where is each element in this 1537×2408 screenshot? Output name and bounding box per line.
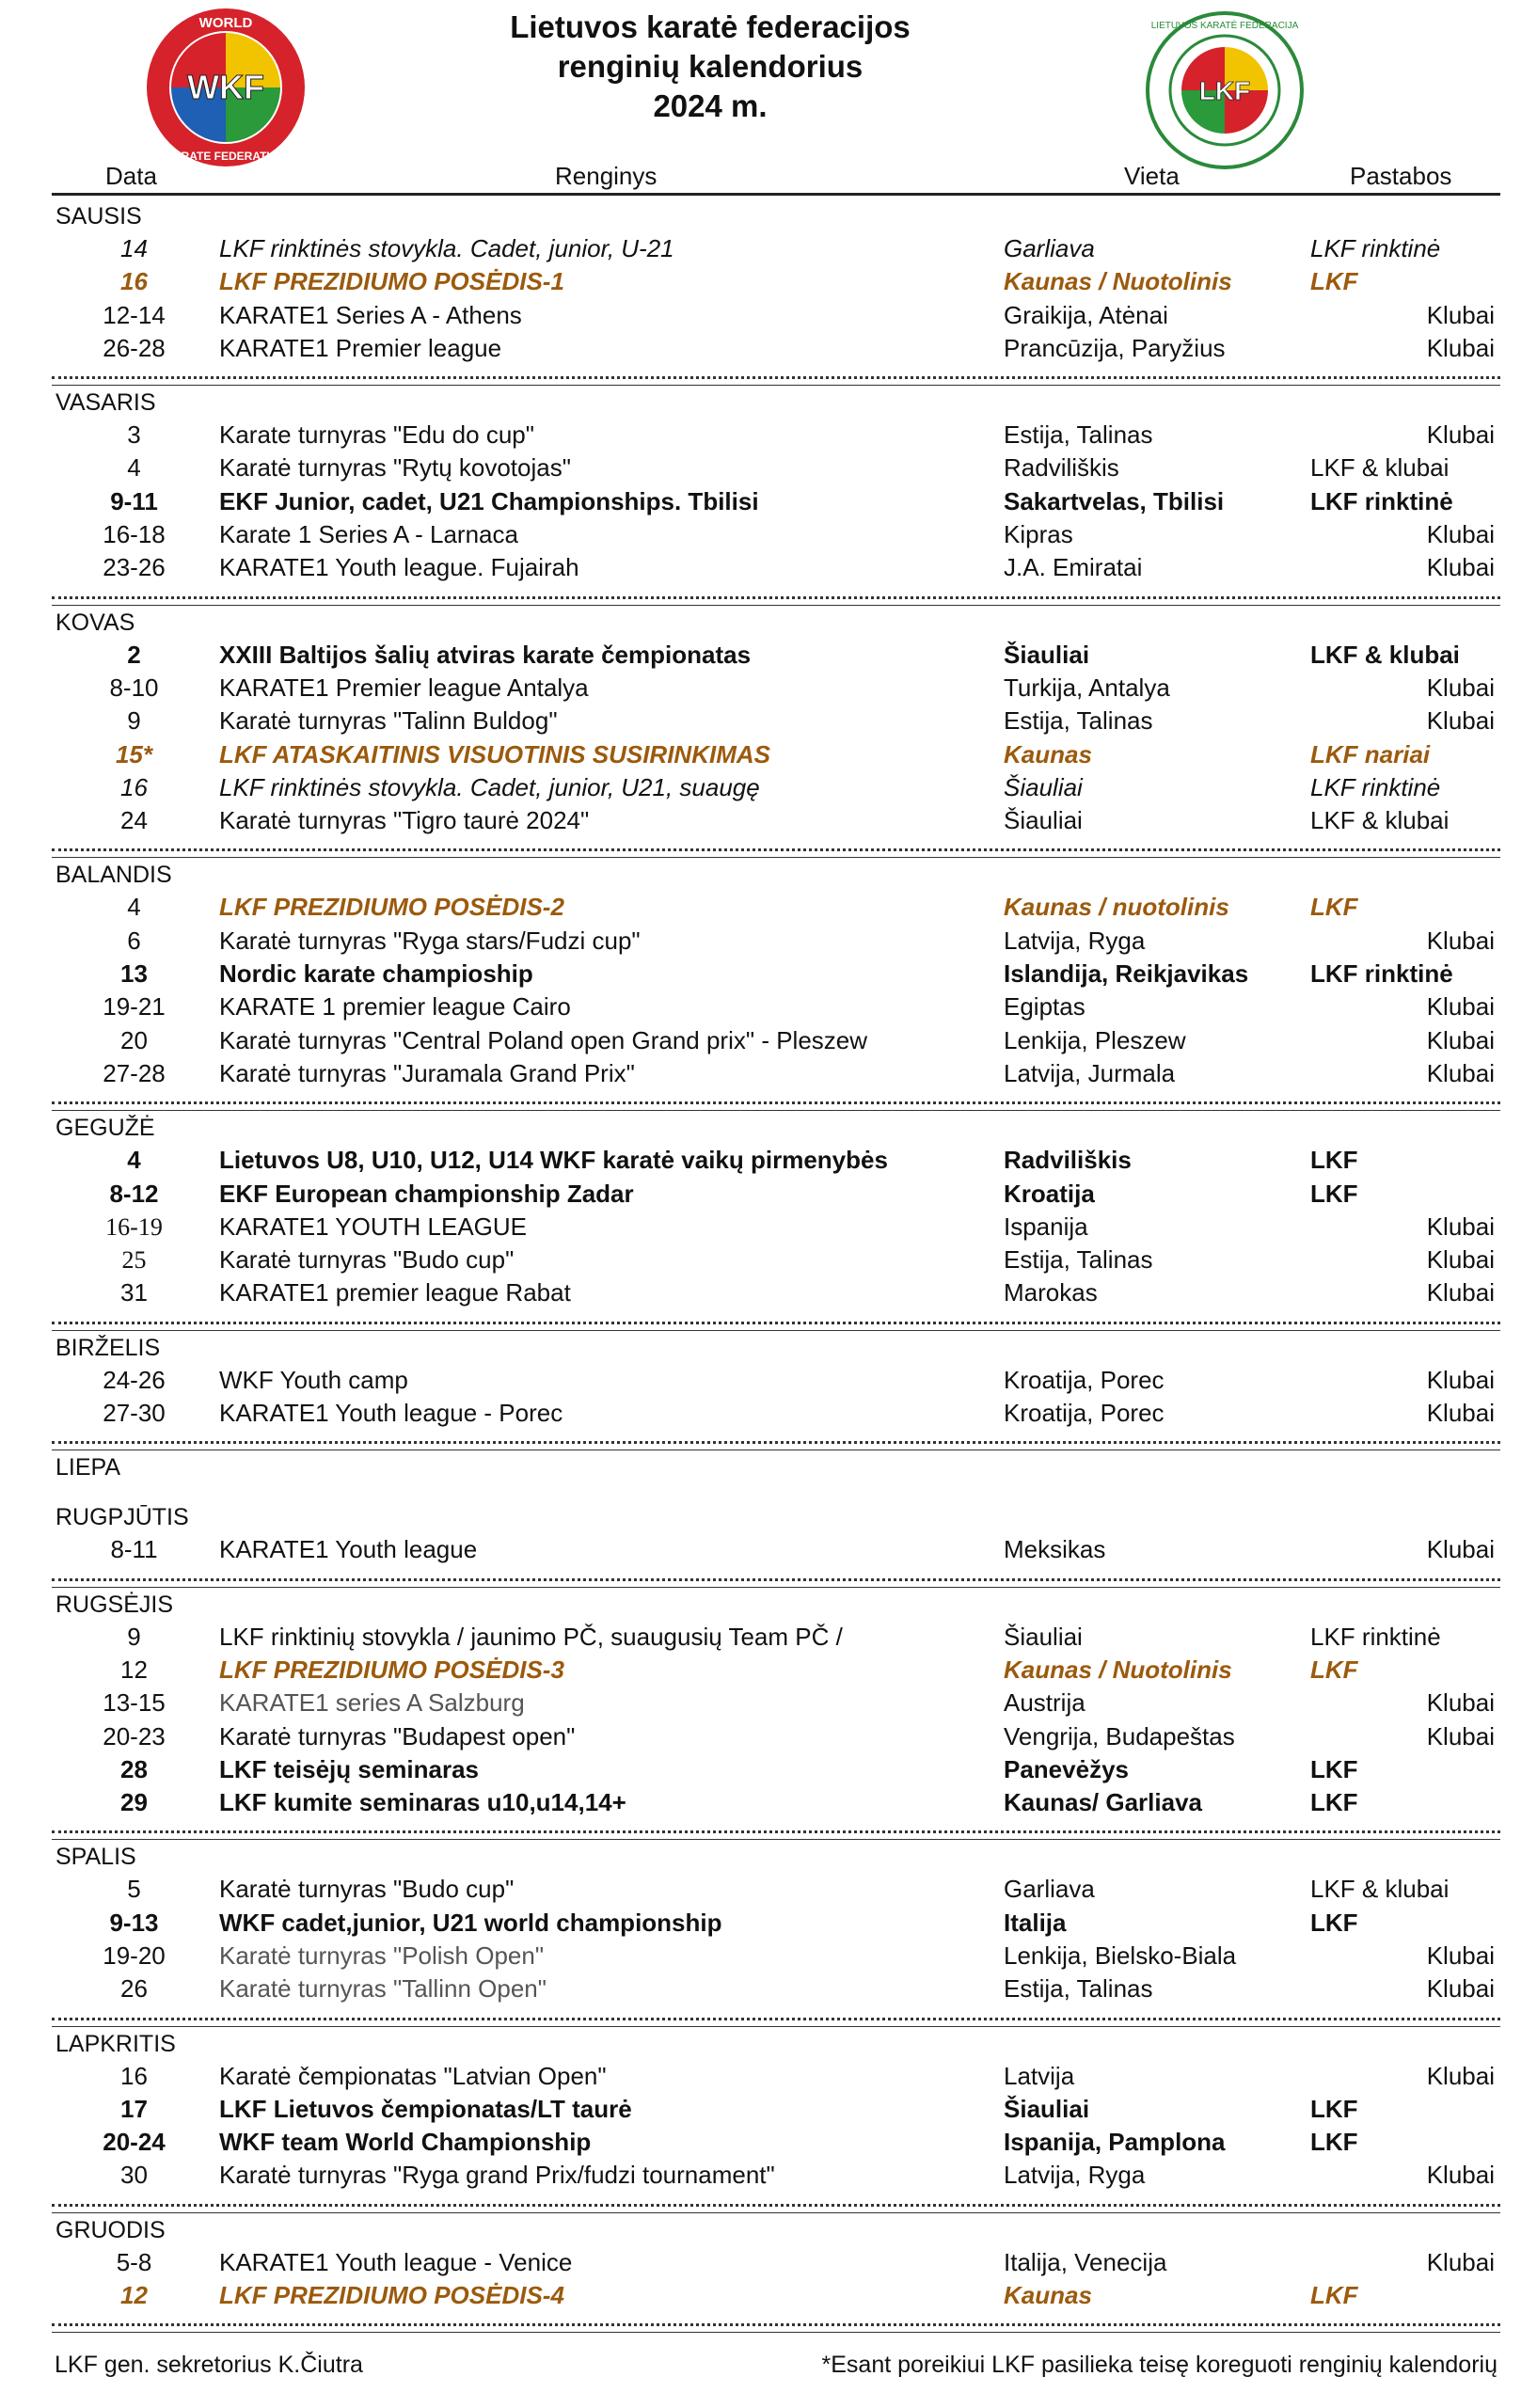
month-name: RUGPJŪTIS <box>55 1504 189 1531</box>
column-header-date: Data <box>105 162 157 190</box>
event-row <box>52 332 1500 365</box>
event-row <box>52 1024 1500 1057</box>
event-place: Vengrija, Budapeštas <box>1004 1721 1235 1751</box>
event-date: 2 <box>127 640 141 669</box>
event-name: LKF PREZIDIUMO POSĖDIS-3 <box>219 1655 564 1684</box>
event-name: LKF PREZIDIUMO POSĖDIS-2 <box>219 893 564 922</box>
event-place: Turkija, Antalya <box>1004 673 1170 702</box>
event-row <box>52 1940 1500 1972</box>
event-date: 12 <box>120 2281 148 2310</box>
event-row <box>52 1244 1500 1276</box>
event-date: 12-14 <box>103 300 166 329</box>
svg-text:LKF: LKF <box>1198 76 1251 105</box>
column-header-note: Pastabos <box>1350 162 1452 190</box>
month-name: SAUSIS <box>55 203 142 230</box>
event-place: Garliava <box>1004 234 1095 262</box>
event-note: Klubai <box>1426 992 1495 1022</box>
event-date: 24 <box>120 806 148 835</box>
month-name: SPALIS <box>55 1844 136 1871</box>
event-note: Klubai <box>1426 1535 1495 1564</box>
svg-text:LIETUVOS KARATĖ FEDERACIJA: LIETUVOS KARATĖ FEDERACIJA <box>1150 21 1299 31</box>
event-row <box>52 1654 1500 1687</box>
month-section <box>52 1113 1500 1330</box>
event-note: Klubai <box>1426 1212 1495 1241</box>
wkf-logo <box>141 5 310 169</box>
event-name: KARATE1 Youth league. Fujairah <box>219 553 579 582</box>
footer-note: *Esant poreikiui LKF pasilieka teisę koreguoti renginių kalendorių <box>821 2352 1497 2378</box>
event-name: LKF teisėjų seminaras <box>219 1754 479 1783</box>
event-place: Graikija, Atėnai <box>1004 300 1168 329</box>
title-line-1: Lietuvos karatė federacijos <box>510 9 911 44</box>
event-name: LKF ATASKAITINIS VISUOTINIS SUSIRINKIMAS <box>219 739 770 768</box>
event-note: Klubai <box>1426 1058 1495 1087</box>
event-name: WKF cadet,junior, U21 world championship <box>219 1908 722 1937</box>
event-place: Šiauliai <box>1004 2094 1090 2123</box>
event-row <box>52 265 1500 298</box>
event-row <box>52 1753 1500 1786</box>
event-date: 17 <box>120 2094 148 2123</box>
event-place: Ispanija, Pamplona <box>1004 2128 1226 2157</box>
month-section <box>52 2215 1500 2334</box>
event-row <box>52 299 1500 332</box>
event-place: Estija, Talinas <box>1004 1245 1153 1275</box>
event-place: Radviliškis <box>1004 1146 1132 1175</box>
month-separator <box>52 376 1500 386</box>
event-row <box>52 452 1500 484</box>
month-separator <box>52 2323 1500 2333</box>
event-row <box>52 1687 1500 1719</box>
event-row <box>52 2126 1500 2159</box>
event-note: LKF <box>1310 2128 1358 2157</box>
event-date: 14 <box>120 234 148 262</box>
month-separator <box>52 1495 1500 1500</box>
event-place: Kipras <box>1004 520 1073 549</box>
event-date: 16-19 <box>105 1212 163 1241</box>
event-date: 20 <box>120 1025 148 1054</box>
lkf-logo <box>1138 8 1312 172</box>
event-name: KARATE 1 premier league Cairo <box>219 992 571 1022</box>
event-name: Karatė turnyras "Central Poland open Grand prix" - Pleszew <box>219 1025 868 1054</box>
event-date: 9-11 <box>110 486 158 515</box>
event-date: 16 <box>120 2061 148 2090</box>
event-note: LKF <box>1310 1146 1358 1175</box>
event-date: 4 <box>127 453 141 483</box>
event-date: 24-26 <box>103 1365 166 1394</box>
event-date: 20-24 <box>103 2128 166 2157</box>
event-name: LKF Lietuvos čempionatas/LT taurė <box>219 2094 632 2123</box>
event-note: LKF & klubai <box>1310 640 1460 669</box>
event-name: XXIII Baltijos šalių atviras karate čempionatas <box>219 640 752 669</box>
event-place: Islandija, Reikjavikas <box>1004 959 1249 989</box>
event-place: Austrija <box>1004 1688 1085 1718</box>
event-row <box>52 804 1500 837</box>
event-row <box>52 672 1500 705</box>
event-name: Karatė turnyras "Budapest open" <box>219 1721 576 1751</box>
month-name: KOVAS <box>55 609 135 636</box>
event-name: LKF kumite seminaras u10,u14,14+ <box>219 1788 626 1817</box>
event-place: Sakartvelas, Tbilisi <box>1004 486 1225 515</box>
event-date: 9-13 <box>109 1908 159 1937</box>
month-section <box>52 608 1500 859</box>
event-note: Klubai <box>1426 1025 1495 1054</box>
event-row <box>52 1621 1500 1654</box>
event-date: 15* <box>115 739 153 768</box>
event-date: 9 <box>127 706 141 736</box>
event-name: KARATE1 YOUTH LEAGUE <box>219 1212 528 1241</box>
event-name: LKF rinktinės stovykla. Cadet, junior, U21, suaugę <box>219 772 760 801</box>
event-note: Klubai <box>1426 1278 1495 1307</box>
event-place: Šiauliai <box>1004 1622 1083 1651</box>
event-name: EKF Junior, cadet, U21 Championships. Tbilisi <box>219 486 759 515</box>
event-date: 27-30 <box>103 1399 166 1428</box>
event-row <box>52 2246 1500 2279</box>
event-row <box>52 2279 1500 2312</box>
event-date: 28 <box>120 1754 148 1783</box>
event-date: 6 <box>127 926 141 955</box>
event-note: LKF <box>1310 1655 1358 1684</box>
month-section <box>52 1502 1500 1587</box>
event-date: 16-18 <box>103 520 166 549</box>
event-date: 26 <box>120 1974 148 2004</box>
event-note: LKF rinktinė <box>1310 1622 1441 1651</box>
month-section <box>52 2029 1500 2213</box>
event-note: Klubai <box>1426 1245 1495 1275</box>
event-name: Karate turnyras "Edu do cup" <box>219 420 534 450</box>
month-section <box>52 1333 1500 1451</box>
event-note: LKF & klubai <box>1310 453 1450 483</box>
month-separator <box>52 848 1500 858</box>
event-name: KARATE1 Youth league <box>219 1535 478 1564</box>
event-place: Ispanija <box>1004 1212 1088 1241</box>
event-place: Estija, Talinas <box>1004 706 1153 736</box>
month-name: VASARIS <box>55 389 156 417</box>
event-name: LKF PREZIDIUMO POSĖDIS-1 <box>219 267 564 296</box>
event-row <box>52 518 1500 551</box>
event-date: 8-10 <box>109 673 159 702</box>
month-section <box>52 1842 1500 2026</box>
event-note: LKF <box>1310 1788 1358 1817</box>
event-row <box>52 1144 1500 1177</box>
event-place: Latvija <box>1004 2061 1075 2090</box>
event-row <box>52 771 1500 804</box>
month-name: BIRŽELIS <box>55 1334 161 1361</box>
event-name: Karatė turnyras "Ryga stars/Fudzi cup" <box>219 926 641 955</box>
event-date: 16 <box>120 772 148 801</box>
event-place: Kaunas / Nuotolinis <box>1004 267 1232 296</box>
event-note: Klubai <box>1426 926 1495 955</box>
event-name: Karatė turnyras "Budo cup" <box>219 1245 515 1275</box>
event-row <box>52 2159 1500 2192</box>
event-note: Klubai <box>1426 1974 1495 2004</box>
event-date: 9 <box>127 1622 141 1651</box>
month-name: LAPKRITIS <box>55 2030 176 2057</box>
month-separator <box>52 1441 1500 1450</box>
event-note: Klubai <box>1426 1365 1495 1394</box>
event-name: Lietuvos U8, U10, U12, U14 WKF karatė vaikų pirmenybės <box>219 1146 888 1175</box>
event-date: 8-11 <box>110 1535 158 1564</box>
event-name: Karatė turnyras "Tallinn Open" <box>219 1974 547 2004</box>
event-name: LKF rinktinės stovykla. Cadet, junior, U-21 <box>219 234 674 262</box>
event-place: Latvija, Ryga <box>1004 926 1146 955</box>
event-date: 3 <box>127 420 141 450</box>
event-name: KARATE1 Series A - Athens <box>219 300 522 329</box>
month-name: GRUODIS <box>55 2216 166 2243</box>
event-date: 19-20 <box>103 1941 166 1970</box>
event-date: 25 <box>121 1246 147 1275</box>
event-name: Karatė turnyras "Juramala Grand Prix" <box>219 1058 635 1087</box>
event-name: EKF European championship Zadar <box>219 1179 634 1208</box>
svg-text:WKF: WKF <box>187 68 264 106</box>
event-date: 19-21 <box>103 992 166 1022</box>
event-note: Klubai <box>1426 2061 1495 2090</box>
event-note: LKF <box>1310 2094 1358 2123</box>
event-note: Klubai <box>1426 300 1495 329</box>
header-rule <box>52 193 1500 196</box>
event-row <box>52 1907 1500 1940</box>
event-row <box>52 1364 1500 1397</box>
svg-text:KARATE FEDERATION: KARATE FEDERATION <box>165 150 287 163</box>
event-note: Klubai <box>1426 706 1495 736</box>
event-place: Kaunas / Nuotolinis <box>1004 1655 1232 1684</box>
event-row <box>52 1397 1500 1430</box>
event-place: Estija, Talinas <box>1004 420 1153 450</box>
month-separator <box>52 2204 1500 2213</box>
event-place: Garliava <box>1004 1875 1095 1904</box>
event-place: Lenkija, Bielsko-Biala <box>1004 1941 1237 1970</box>
event-note: Klubai <box>1426 1399 1495 1428</box>
event-place: Šiauliai <box>1004 640 1090 669</box>
event-note: LKF <box>1310 1908 1358 1937</box>
event-place: Lenkija, Pleszew <box>1004 1025 1186 1054</box>
month-section <box>52 1452 1500 1500</box>
event-place: Kaunas / nuotolinis <box>1004 893 1229 922</box>
event-name: Karate 1 Series A - Larnaca <box>219 520 518 549</box>
event-date: 27-28 <box>103 1058 166 1087</box>
event-note: Klubai <box>1426 553 1495 582</box>
event-name: Karatė turnyras "Tigro taurė 2024" <box>219 806 590 835</box>
title-line-3: 2024 m. <box>653 88 768 123</box>
event-date: 23-26 <box>103 553 166 582</box>
month-separator <box>52 1101 1500 1111</box>
event-row <box>52 958 1500 990</box>
event-place: Latvija, Ryga <box>1004 2161 1146 2190</box>
month-name: GEGUŽĖ <box>55 1115 155 1142</box>
event-date: 8-12 <box>109 1179 159 1208</box>
event-note: Klubai <box>1426 520 1495 549</box>
event-note: Klubai <box>1426 2247 1495 2276</box>
event-note: LKF <box>1310 267 1358 296</box>
event-place: Šiauliai <box>1004 806 1083 835</box>
event-note: LKF rinktinė <box>1310 772 1441 801</box>
event-place: J.A. Emiratai <box>1004 553 1143 582</box>
event-row <box>52 419 1500 452</box>
event-place: Marokas <box>1004 1278 1098 1307</box>
event-place: Estija, Talinas <box>1004 1974 1153 2004</box>
event-row <box>52 1211 1500 1244</box>
event-name: WKF team World Championship <box>219 2128 592 2157</box>
event-row <box>52 485 1500 518</box>
event-place: Kroatija, Porec <box>1004 1365 1165 1394</box>
event-place: Radviliškis <box>1004 453 1119 483</box>
event-name: KARATE1 Youth league - Venice <box>219 2247 573 2276</box>
event-note: LKF rinktinė <box>1310 959 1453 989</box>
event-name: Karatė turnyras "Ryga grand Prix/fudzi tournament" <box>219 2161 775 2190</box>
event-name: LKF rinktinių stovykla / jaunimo PČ, suaugusių Team PČ / <box>219 1622 843 1651</box>
event-date: 13 <box>120 959 148 989</box>
month-name: BALANDIS <box>55 862 172 889</box>
event-row <box>52 1720 1500 1753</box>
event-row <box>52 1972 1500 2005</box>
event-date: 26-28 <box>103 333 166 362</box>
event-note: LKF & klubai <box>1310 1875 1450 1904</box>
event-date: 5-8 <box>116 2247 152 2276</box>
event-date: 12 <box>120 1655 148 1684</box>
footer-signature: LKF gen. sekretorius K.Čiutra <box>55 2352 363 2378</box>
event-name: KARATE1 Premier league <box>219 333 502 362</box>
month-section <box>52 201 1500 386</box>
event-place: Kaunas <box>1004 739 1092 768</box>
event-date: 20-23 <box>103 1721 166 1751</box>
title-line-2: renginių kalendorius <box>557 49 864 84</box>
event-name: KARATE1 Premier league Antalya <box>219 673 589 702</box>
event-row <box>52 1276 1500 1309</box>
event-name: LKF PREZIDIUMO POSĖDIS-4 <box>219 2281 564 2310</box>
event-place: Meksikas <box>1004 1535 1106 1564</box>
event-row <box>52 925 1500 958</box>
event-name: WKF Youth camp <box>219 1365 408 1394</box>
event-place: Panevėžys <box>1004 1754 1129 1783</box>
event-place: Italija, Venecija <box>1004 2247 1167 2276</box>
event-row <box>52 1057 1500 1090</box>
column-header-event: Renginys <box>555 162 658 190</box>
event-note: LKF <box>1310 1754 1358 1783</box>
event-place: Kaunas/ Garliava <box>1004 1788 1202 1817</box>
event-note: Klubai <box>1426 673 1495 702</box>
event-date: 31 <box>120 1278 148 1307</box>
event-note: LKF rinktinė <box>1310 486 1453 515</box>
event-name: Karatė čempionatas "Latvian Open" <box>219 2061 607 2090</box>
event-note: LKF <box>1310 893 1358 922</box>
event-date: 13-15 <box>103 1688 166 1718</box>
event-row <box>52 705 1500 737</box>
event-note: Klubai <box>1426 2161 1495 2190</box>
month-section <box>52 1590 1500 1841</box>
month-section <box>52 388 1500 605</box>
event-date: 30 <box>120 2161 148 2190</box>
event-place: Latvija, Jurmala <box>1004 1058 1176 1087</box>
month-separator <box>52 596 1500 606</box>
event-name: Nordic karate champioship <box>219 959 533 989</box>
event-row <box>52 2093 1500 2126</box>
event-name: KARATE1 premier league Rabat <box>219 1278 571 1307</box>
event-row <box>52 232 1500 265</box>
event-date: 4 <box>127 1146 141 1175</box>
event-note: Klubai <box>1426 333 1495 362</box>
event-note: LKF rinktinė <box>1310 234 1441 262</box>
event-note: Klubai <box>1426 420 1495 450</box>
event-note: LKF & klubai <box>1310 806 1450 835</box>
event-note: LKF nariai <box>1310 739 1431 768</box>
event-row <box>52 551 1500 584</box>
event-date: 4 <box>127 893 141 922</box>
month-separator <box>52 1830 1500 1840</box>
event-note: Klubai <box>1426 1688 1495 1718</box>
document-header <box>0 0 1537 198</box>
event-place: Šiauliai <box>1004 772 1083 801</box>
event-place: Kroatija, Porec <box>1004 1399 1165 1428</box>
event-name: Karatė turnyras "Talinn Buldog" <box>219 706 558 736</box>
month-separator <box>52 2018 1500 2027</box>
document-title <box>404 8 1016 126</box>
event-name: KARATE1 series A Salzburg <box>219 1688 525 1718</box>
event-row <box>52 738 1500 771</box>
event-place: Kaunas <box>1004 2281 1092 2310</box>
event-note: LKF <box>1310 2281 1358 2310</box>
month-section <box>52 860 1500 1111</box>
event-date: 5 <box>127 1875 141 1904</box>
event-date: 29 <box>120 1788 148 1817</box>
month-separator <box>52 1322 1500 1331</box>
event-name: Karatė turnyras "Polish Open" <box>219 1941 545 1970</box>
event-name: Karatė turnyras "Budo cup" <box>219 1875 515 1904</box>
month-name: LIEPA <box>55 1454 121 1481</box>
event-row <box>52 1178 1500 1211</box>
event-row <box>52 990 1500 1023</box>
event-row <box>52 639 1500 672</box>
event-row <box>52 1533 1500 1566</box>
event-place: Kroatija <box>1004 1179 1095 1208</box>
event-note: LKF <box>1310 1179 1358 1208</box>
event-place: Italija <box>1004 1908 1067 1937</box>
month-name: RUGSĖJIS <box>55 1591 174 1618</box>
event-place: Prancūzija, Paryžius <box>1004 333 1226 362</box>
event-row <box>52 891 1500 924</box>
event-place: Egiptas <box>1004 992 1085 1022</box>
event-note: Klubai <box>1426 1941 1495 1970</box>
event-row <box>52 2060 1500 2093</box>
svg-text:WORLD: WORLD <box>198 15 253 31</box>
event-row <box>52 1873 1500 1906</box>
event-name: KARATE1 Youth league - Porec <box>219 1399 563 1428</box>
event-date: 16 <box>120 267 148 296</box>
column-header-place: Vieta <box>1124 162 1180 190</box>
month-separator <box>52 1578 1500 1588</box>
event-note: Klubai <box>1426 1721 1495 1751</box>
calendar-table <box>52 199 1500 2333</box>
event-name: Karatė turnyras "Rytų kovotojas" <box>219 453 571 483</box>
event-row <box>52 1786 1500 1819</box>
